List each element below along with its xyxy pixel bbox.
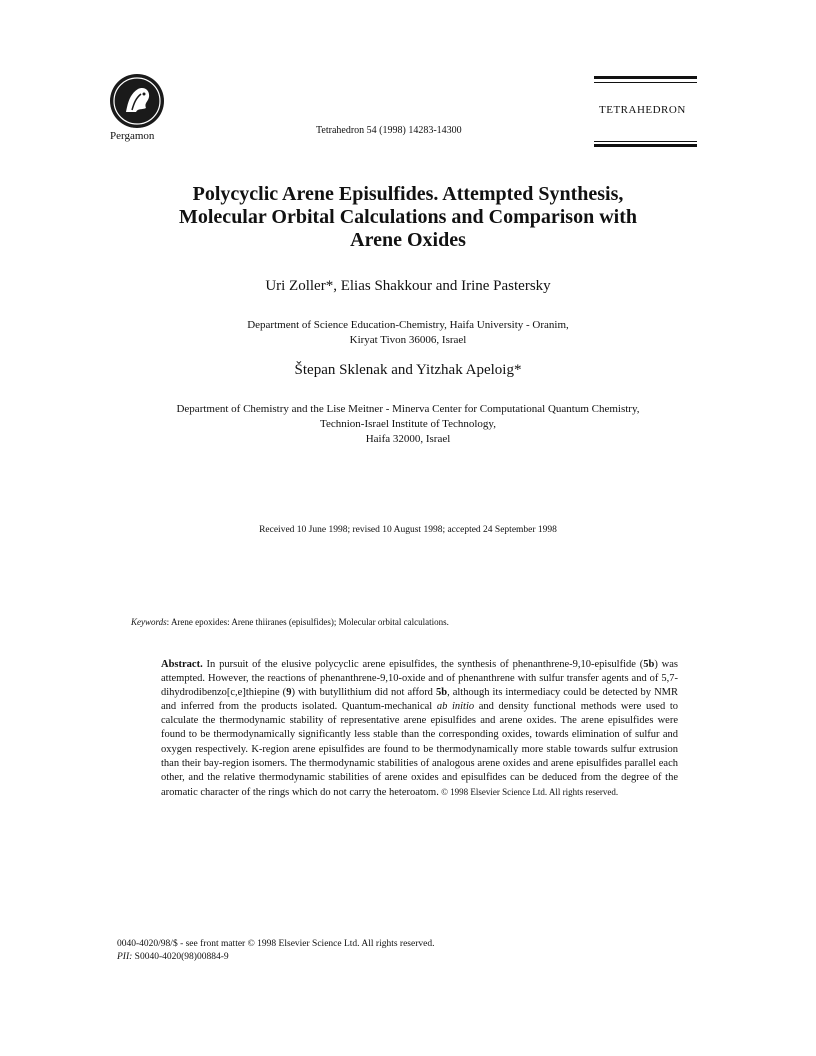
pii-label: PII: [117, 952, 133, 962]
keywords-label: Keywords [131, 617, 167, 627]
header-rule-top-thin [594, 82, 697, 83]
footer [117, 938, 434, 964]
abstract-text: , although its intermediacy could be detected by NMR and inferred from the products isolated. Quantum-mechanical [161, 687, 678, 713]
pergamon-logo-icon [108, 72, 166, 130]
authors-group-2: Štepan Sklenak and Yitzhak Apeloig* [294, 362, 522, 378]
header-rule-bottom [594, 144, 697, 147]
affiliation-2 [100, 402, 716, 447]
abstract-text: and density functional methods were used to calculate the thermodynamic stability of representative arene episulfides and arene oxides. The arene episulfides were found to be thermodynamically significantly less stable than the corresponding oxides, towards elimination of sulfur and oxygen respectively. K-region arene episulfides are found to be thermodynamically more stable towards sulfur extrusion than their bay-region isomers. The thermodynamic stabilities of analogous arene oxides and arene episulfides parallel each other, and the relative thermodynamic stabilities of arene oxides and episulfides can be deduced from the degree of the aromatic character of the rings which do not carry the heteroatom. [161, 701, 678, 798]
journal-name: TETRAHEDRON [599, 104, 686, 116]
footer-pii [117, 951, 434, 964]
pii-value: S0040-4020(98)00884-9 [132, 952, 229, 962]
compound-ref: 5b [435, 687, 448, 699]
abstract-text: ) with butyllithium did not afford [291, 687, 436, 699]
journal-citation: Tetrahedron 54 (1998) 14283-14300 [316, 125, 462, 136]
publisher-name: Pergamon [110, 130, 155, 142]
header-rule-bottom-thin [594, 141, 697, 142]
affiliation-line: Haifa 32000, Israel [365, 433, 451, 445]
abstract-text: ) was attempted. However, the reactions of phenanthrene-9,10-oxide and of phenanthrene with sulfur transfer agents and of 5,7-dihydrodibenzo[c,e]thiepine ( [161, 659, 679, 699]
title-line: Molecular Orbital Calculations and Comparison with [179, 206, 637, 228]
affiliation-1 [100, 318, 716, 348]
footer-issn: 0040-4020/98/$ - see front matter © 1998 Elsevier Science Ltd. All rights reserved. [117, 939, 435, 949]
affiliation-line: Department of Science Education-Chemistry, Haifa University - Oranim, [247, 319, 569, 331]
article-title [100, 183, 716, 252]
abstract-label: Abstract. [161, 659, 203, 670]
received-dates: Received 10 June 1998; revised 10 August 1998; accepted 24 September 1998 [259, 525, 557, 535]
affiliation-line: Kiryat Tivon 36006, Israel [349, 334, 467, 346]
affiliation-line: Department of Chemistry and the Lise Meitner - Minerva Center for Computational Quantum Chemistry, [176, 403, 640, 415]
compound-ref: 9 [286, 687, 292, 699]
abstract-italic: ab initio [436, 701, 475, 713]
compound-ref: 5b [643, 659, 655, 670]
abstract-copyright: © 1998 Elsevier Science Ltd. All rights reserved. [438, 786, 619, 797]
title-line: Arene Oxides [350, 229, 466, 251]
title-line: Polycyclic Arene Episulfides. Attempted Synthesis, [192, 183, 624, 205]
abstract-text: In pursuit of the elusive polycyclic arene episulfides, the synthesis of phenanthrene-9,10-episulfide ( [206, 659, 644, 670]
keywords-text: Arene epoxides: Arene thiiranes (episulfides); Molecular orbital calculations. [170, 617, 449, 627]
affiliation-line: Technion-Israel Institute of Technology, [320, 418, 496, 430]
authors-group-1: Uri Zoller*, Elias Shakkour and Irine Pastersky [265, 278, 551, 294]
header-rule-top [594, 76, 697, 79]
abstract [161, 658, 678, 800]
keywords: Keywords: Arene epoxides: Arene thiiranes (episulfides); Molecular orbital calculations. [131, 617, 449, 627]
